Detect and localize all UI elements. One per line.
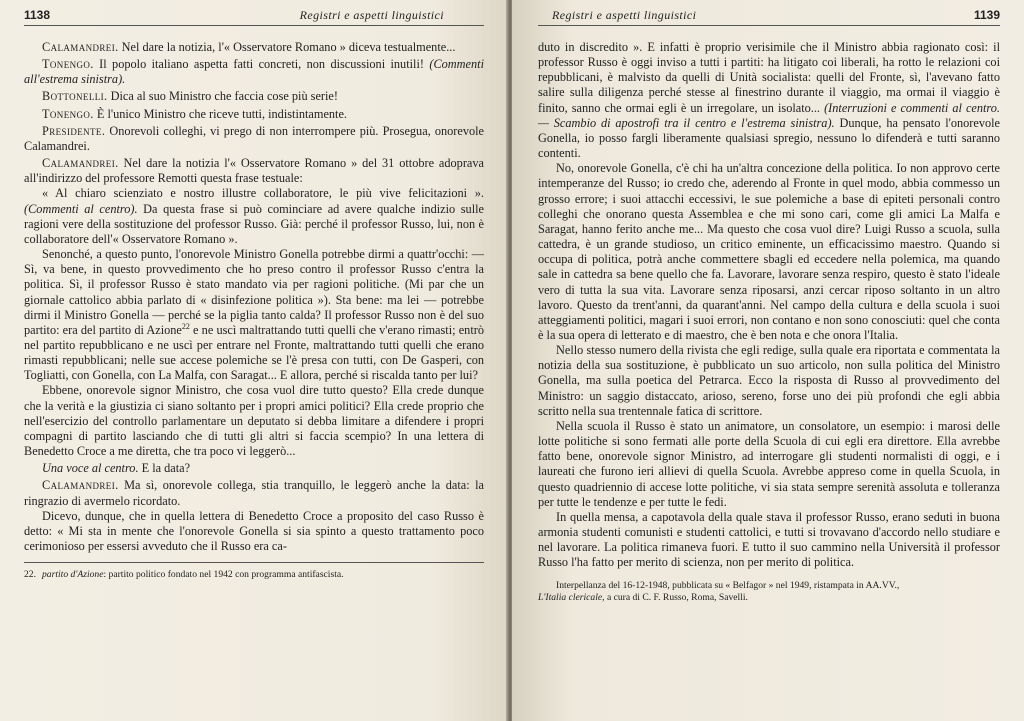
paragraph-text: Nel dare la notizia, l'« Osservatore Romano » diceva testualmente... — [118, 40, 456, 54]
paragraph-text: Senonché, a questo punto, l'onorevole Ministro Gonella potrebbe dirmi a quattr'occhi: — Sì, va bene, in questo provvedimento che ho preso contro il professor Russo c'entra la politica. Sì, il professor Russo è stato mandato via per ragioni politiche. (Mi par che un giornale cattolico abbia parlato di « disinfezione politica »). Sta bene: ma lei — potrebbe dirmi il Ministro Gonella — perché se la piglia tanto calda? Il professor Russo non è del suo partito: era del partito di Azione — [24, 247, 484, 337]
speaker-name: Presidente. — [42, 123, 106, 138]
footnote-text: : partito politico fondato nel 1942 con programma antifascista. — [103, 569, 344, 581]
paragraph-text: No, onorevole Gonella, c'è chi ha un'altra concezione della politica. Io non approvo certe intemperanze del Russo; io credo che, aderendo al Fronte in quel modo, abbia commesso un grosso errore; i suoi attacchi eccessivi, le sue polemiche a base di epiteti personali contro colleghi che onorano questa Assemblea e che mi sono cari, come gli amici La Malfa e Saragat, hanno ferito anche me... Ma questo che cosa vuol dire? Luigi Russo a scuola, sulla cattedra, è un grande studioso, un critico eminente, un efficacissimo maestro. Quando si occupa di politica, potrà anche commettere sbagli ed eccedere nella polemica, ma quando sale in cattedra sa bene quello che fa. Lavorare, lavorare senza respiro, questo è stato l'ideale vero di tutta la sua vita. Lavorare senza riposarsi, anzi cercar riposo soltanto in un altro lavoro. Questo da trent'anni, da quarant'anni. Nel campo della cultura e della scuola i suoi atteggiamenti politici, magari i suoi errori, non contano e non sono conosciuti: quel che conta è la sua opera di letterato e di maestro, che è ben nota e che onora l'Italia. — [538, 161, 1000, 342]
paragraph-text: Da questa frase si può cominciare ad avere qualche indizio sulle ragioni vere della sostituzione del professor Russo. Già: perché il professor Russo, lui, non è collaboratore dell'« Osservatore Romano ». — [24, 201, 484, 246]
source-line — [538, 580, 1000, 592]
footnote — [24, 563, 484, 581]
running-title: Registri e aspetti linguistici — [299, 8, 444, 22]
paragraph — [538, 510, 1000, 571]
right-page — [512, 0, 1024, 721]
source-title: L'Italia clericale — [538, 592, 603, 604]
source-line — [538, 592, 1000, 604]
paragraph-text: È l'unico Ministro che riceve tutti, indistintamente. — [93, 106, 348, 121]
paragraph-text: Nella scuola il Russo è stato un animatore, un consolatore, un esempio: i marosi delle lotte politiche si sono fermati alle porte della Scuola di cui egli era direttore. Ella avrebbe fatto bene, onorevole signor Ministro, ad interrogare gli studenti normalisti di oggi, e i laureati che furono ieri allievi di quella Scuola. Avrebbe appreso come in quella Scuola, in questo quadriennio di accese lotte politiche, vi sia stata sempre serenità assoluta e tolleranza per tutte le tendenze e per tutte le fedi. — [538, 418, 1000, 509]
stage-direction: (Interruzioni e commenti al centro. — Scambio di apostrofi tra il centro e l'estrema sinistra). — [538, 100, 1000, 130]
paragraph-text: Nello stesso numero della rivista che egli redige, sulla quale era riportata e commentata la notizia della sua sostituzione, è pubblicato un suo articolo, non sulla politica del Ministro Gonella, ma sulla poetica del Petrarca. Ecco la risposta di Russo al provvedimento del Ministro: un saggio distaccato, arioso, sereno, forse uno dei più profondi che egli abbia scritto nella sua trentennale fatica di scrittore. — [538, 343, 1000, 418]
left-body-text — [24, 40, 484, 554]
paragraph — [24, 40, 484, 55]
paragraph — [24, 478, 484, 508]
paragraph-text: duto in discredito ». E infatti è proprio verisimile che il Ministro abbia ragionato così: il professor Russo è oggi inviso a tutti i partiti: ha litigato coi liberali, ha rotto le relazioni coi repubblicani, è malvisto da quelli di Unità socialista: quelli del Fronte, sì, l'avevano fatto salire sulla diligenza perché stesse al finestrino durante il viaggio, ma ormai il viaggio è finito, sanno che ormai egli è un irregolare, un isolato... — [538, 40, 1000, 115]
paragraph — [538, 419, 1000, 510]
right-header — [538, 8, 1000, 26]
speaker-name: Calamandrei. — [42, 478, 119, 493]
speaker-name: Una voce al centro. — [42, 461, 139, 476]
stage-direction: (Commenti al centro). — [24, 201, 138, 216]
paragraph — [538, 343, 1000, 419]
paragraph — [24, 186, 484, 247]
paragraph — [24, 57, 484, 87]
left-page — [0, 0, 508, 721]
left-header — [24, 8, 484, 26]
paragraph — [24, 461, 484, 476]
speaker-name: Tonengo. — [42, 106, 94, 121]
speaker-name: Tonengo. — [42, 57, 94, 72]
paragraph — [24, 247, 484, 383]
paragraph-text: E la data? — [138, 461, 191, 476]
source-text: Interpellanza del 16-12-1948, pubblicata su « Belfagor » nel 1949, ristampata in AA.VV., — [556, 580, 900, 592]
footnote-term: partito d'Azione — [42, 569, 104, 581]
paragraph — [24, 107, 484, 122]
running-title: Registri e aspetti linguistici — [552, 8, 697, 22]
page-number: 1138 — [24, 8, 51, 22]
paragraph — [24, 124, 484, 154]
paragraph-text: e ne uscì maltrattando tutti quelli che v'erano rimasti; entrò nel partito repubblicano e ne uscì per entrare nel Fronte, maltrattando tutti quelli che erano rimasti repubblicani; nelle sue accese polemiche se l'è presa con tutti, con De Gasperi, con Togliatti, con Gonella, con La Malfa, con Saragat... E allora, perché si riscalda tanto per lui? — [24, 322, 484, 383]
right-body-text — [538, 40, 1000, 570]
source-note — [538, 580, 1000, 604]
footnote-ref: 22 — [181, 321, 190, 331]
paragraph — [24, 89, 484, 104]
paragraph-text: Ma sì, onorevole collega, stia tranquillo, le leggerò anche la data: la ringrazio di avermelo ricordato. — [24, 478, 484, 508]
paragraph — [24, 156, 484, 186]
speaker-name: Calamandrei. — [42, 156, 119, 171]
paragraph-text: Ebbene, onorevole signor Ministro, che cosa vuol dire tutto questo? Ella crede dunque che la verità e la giustizia ci siano soltanto per i propri amici politici? Ella crede proprio che nell'esercizio del controllo parlamentare un deputato si debba limitare a difendere i propri compagni di partito lasciando che di tutti gli altri si faccia scempio? In una lettera di Benedetto Croce a me diretta, che tra poco vi leggerò... — [24, 383, 484, 459]
footnote-number: 22. — [24, 569, 36, 581]
paragraph-text: Dunque, ha pensato l'onorevole Gonella, io posso fargli liberamente qualsiasi spregio, nessuno lo difenderà e tutti saranno contenti. — [538, 115, 1000, 161]
page-number: 1139 — [973, 8, 1000, 22]
paragraph-text: Nel dare la notizia l'« Osservatore Romano » del 31 ottobre adoprava all'indirizzo del professore Remotti questa frase testuale: — [24, 156, 484, 186]
paragraph — [24, 383, 484, 459]
stage-direction: (Commenti all'estrema sinistra). — [24, 57, 484, 87]
paragraph-text: Onorevoli colleghi, vi prego di non interrompere più. Prosegua, onorevole Calamandrei. — [24, 123, 484, 153]
paragraph-text: « Al chiaro scienziato e nostro illustre collaboratore, le più vive felicitazioni ». — [42, 186, 484, 201]
speaker-name: Bottonelli. — [42, 89, 108, 104]
paragraph-text: Il popolo italiano aspetta fatti concreti, non discussioni inutili! — [93, 57, 430, 72]
source-text: , a cura di C. F. Russo, Roma, Savelli. — [602, 592, 748, 604]
paragraph-text: Dicevo, dunque, che in quella lettera di Benedetto Croce a proposito del caso Russo è detto: « Mi sta in mente che l'onorevole Gonella si sia spinto a questo trattamento poco cerimonioso per essersi avveduto che il Russo era ca- — [24, 508, 484, 553]
paragraph — [538, 161, 1000, 343]
speaker-name: Calamandrei. — [42, 40, 119, 54]
paragraph — [538, 40, 1000, 161]
paragraph-text: Dica al suo Ministro che faccia cose più serie! — [107, 89, 338, 104]
paragraph — [24, 509, 484, 554]
paragraph-text: In quella mensa, a capotavola della quale stava il professor Russo, erano seduti in buona armonia studenti comunisti e studenti cattolici, e tutti si trovavano d'accordo nello studiare e nel lavorare. La politica rimaneva fuori. E tutto il suo cammino nella Università il professor Russo l'ha fatto per merito di scienza, non per merito di politica. — [538, 509, 1000, 570]
